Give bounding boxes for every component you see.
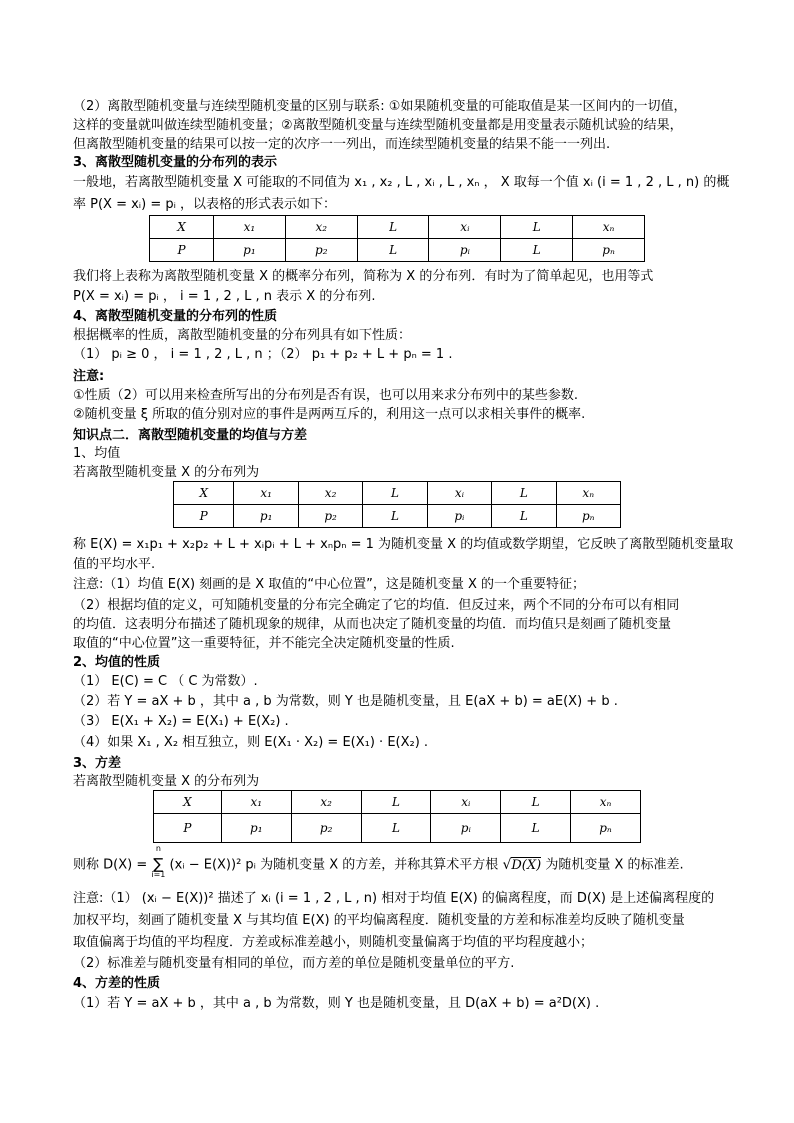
text-span: (xᵢ − E(X))² pᵢ 为随机变量 X 的方差，并称其算术平方根 <box>165 857 503 873</box>
text-line: P(X = xᵢ) = pᵢ ， i = 1 , 2 , L , n 表示 X 的分布列. <box>73 289 376 304</box>
text-line: 值的平均水平. <box>73 557 156 572</box>
table-cell: x₁ <box>221 791 291 814</box>
table-row <box>154 814 641 843</box>
text-line: （1） pᵢ ≥ 0 ， i = 1 , 2 , L , n ；（2） p₁ + p₂ + L + pₙ = 1 . <box>73 347 453 362</box>
table-cell: x₁ <box>234 482 298 505</box>
text-line: 若离散型随机变量 X 的分布列为 <box>73 465 260 480</box>
table-cell: pₙ <box>556 505 621 528</box>
table-cell: p₁ <box>213 239 285 262</box>
radicand: D(X) <box>511 857 542 873</box>
table-cell: L <box>357 239 429 262</box>
text-line: 称 E(X) = x₁p₁ + x₂p₂ + L + xᵢpᵢ + L + xₙpₙ = 1 为随机变量 X 的均值或数学期望，它反映了离散型随机变量取 <box>73 537 734 552</box>
table-cell: L <box>492 505 556 528</box>
text-span: 则称 D(X) = <box>73 857 152 873</box>
table-cell: p₂ <box>298 505 362 528</box>
text-line: 但离散型随机变量的结果可以按一定的次序一一列出，而连续型随机变量的结果不能一一列出. <box>73 137 611 152</box>
table-cell: xᵢ <box>429 216 501 239</box>
radical-sign: √ <box>502 856 512 873</box>
text-line: （2）根据均值的定义，可知随机变量的分布完全确定了它的均值．但反过来，两个不同的分布可以有相同 <box>73 598 680 613</box>
text-line: 取值的“中心位置”这一重要特征，并不能完全决定随机变量的性质. <box>73 636 455 651</box>
table-cell: P <box>174 505 234 528</box>
sum-upper-limit: n <box>155 844 161 853</box>
table-row <box>174 482 621 505</box>
distribution-table <box>153 790 641 843</box>
table-cell: p₂ <box>285 239 357 262</box>
text-line: （2）离散型随机变量与连续型随机变量的区别与联系: ①如果随机变量的可能取值是某一区间内的一切值， <box>73 99 687 114</box>
section-heading: 3、离散型随机变量的分布列的表示 <box>73 155 278 170</box>
table-cell: pₙ <box>571 814 641 843</box>
distribution-table <box>149 215 645 262</box>
text-line: 加权平均，刻画了随机变量 X 与其均值 E(X) 的平均偏离程度．随机变量的方差和标准差均反映了随机变量 <box>73 913 685 928</box>
text-line: （4）如果 X₁ , X₂ 相互独立，则 E(X₁ · X₂) = E(X₁) · E(X₂) . <box>73 735 429 750</box>
text-line: 的均值．这表明分布描述了随机现象的规律，从而也决定了随机变量的均值．而均值只是刻画了随机变量 <box>73 617 672 632</box>
table-cell: pᵢ <box>431 814 501 843</box>
text-line: 根据概率的性质，离散型随机变量的分布列具有如下性质： <box>73 328 412 343</box>
summation-symbol <box>151 844 166 879</box>
table-row <box>154 791 641 814</box>
table-row <box>150 239 645 262</box>
variance-formula-line <box>73 844 733 879</box>
table-cell: L <box>363 482 427 505</box>
text-span: 为随机变量 X 的标准差. <box>541 857 684 873</box>
section-heading: 4、离散型随机变量的分布列的性质 <box>73 309 278 324</box>
text-line: 1、均值 <box>73 446 121 461</box>
note-label: 注意: <box>73 369 105 384</box>
table-cell: xₙ <box>573 216 645 239</box>
text-line: ①性质（2）可以用来检查所写出的分布列是否有误，也可以用来求分布列中的某些参数. <box>73 388 579 403</box>
text-line: （1） E(C) = C （ C 为常数）. <box>73 674 258 689</box>
square-root <box>502 857 541 874</box>
table-cell: xₙ <box>556 482 621 505</box>
table-cell: L <box>492 482 556 505</box>
section-heading: 3、方差 <box>73 756 122 771</box>
table-cell: L <box>363 505 427 528</box>
table-cell: L <box>501 216 573 239</box>
table-cell: L <box>357 216 429 239</box>
table-cell: xᵢ <box>431 791 501 814</box>
table-cell: X <box>154 791 222 814</box>
text-line: 率 P(X = xᵢ) = pᵢ ，以表格的形式表示如下： <box>73 197 337 212</box>
table-cell: L <box>501 814 571 843</box>
text-line: 一般地，若离散型随机变量 X 可能取的不同值为 x₁ , x₂ , L , xᵢ , L , xₙ ， X 取每一个值 xᵢ (i = 1 , 2 , L , n) 的概 <box>73 175 730 190</box>
text-line: （2）标准差与随机变量有相同的单位，而方差的单位是随机变量单位的平方. <box>73 956 515 971</box>
text-line: 这样的变量就叫做连续型随机变量；②离散型随机变量与连续型随机变量都是用变量表示随机试验的结果， <box>73 118 683 133</box>
table-cell: X <box>150 216 214 239</box>
sum-sign: ∑ <box>153 855 164 873</box>
text-line: 注意:（1） (xᵢ − E(X))² 描述了 xᵢ (i = 1 , 2 , L , n) 相对于均值 E(X) 的偏离程度，而 D(X) 是上述偏离程度的 <box>73 891 715 906</box>
table-cell: p₂ <box>291 814 361 843</box>
table-cell: L <box>501 791 571 814</box>
table-cell: L <box>501 239 573 262</box>
sum-lower-limit: i=1 <box>151 870 166 879</box>
table-cell: P <box>150 239 214 262</box>
text-line: 注意:（1）均值 E(X) 刻画的是 X 取值的“中心位置”，这是随机变量 X 的一个重要特征； <box>73 577 585 592</box>
table-cell: p₁ <box>221 814 291 843</box>
text-line: （2）若 Y = aX + b ，其中 a , b 为常数，则 Y 也是随机变量，且 E(aX + b) = aE(X) + b . <box>73 694 618 709</box>
table-cell: pᵢ <box>427 505 491 528</box>
table-row <box>150 216 645 239</box>
table-cell: L <box>361 791 431 814</box>
table-cell: xᵢ <box>427 482 491 505</box>
table-cell: p₁ <box>234 505 298 528</box>
section-heading: 知识点二．离散型随机变量的均值与方差 <box>73 428 308 443</box>
table-cell: x₂ <box>298 482 362 505</box>
text-line: 取值偏离于均值的平均程度．方差或标准差越小，则随机变量偏离于均值的平均程度越小； <box>73 935 594 950</box>
table-cell: x₁ <box>213 216 285 239</box>
text-line: 我们将上表称为离散型随机变量 X 的概率分布列，简称为 X 的分布列．有时为了简单起见，也用等式 <box>73 269 654 284</box>
table-cell: xₙ <box>571 791 641 814</box>
table-row <box>174 505 621 528</box>
text-line: （3） E(X₁ + X₂) = E(X₁) + E(X₂) . <box>73 714 289 729</box>
text-line: 若离散型随机变量 X 的分布列为 <box>73 774 260 789</box>
table-cell: pₙ <box>573 239 645 262</box>
table-cell: x₂ <box>291 791 361 814</box>
section-heading: 4、方差的性质 <box>73 976 161 991</box>
table-cell: L <box>361 814 431 843</box>
text-line: （1）若 Y = aX + b ，其中 a , b 为常数，则 Y 也是随机变量，且 D(aX + b) = a²D(X) . <box>73 996 600 1011</box>
table-cell: pᵢ <box>429 239 501 262</box>
table-cell: P <box>154 814 222 843</box>
distribution-table <box>173 481 621 528</box>
section-heading: 2、均值的性质 <box>73 655 161 670</box>
text-line: ②随机变量 ξ 所取的值分别对应的事件是两两互斥的，利用这一点可以求相关事件的概率. <box>73 407 586 422</box>
table-cell: X <box>174 482 234 505</box>
table-cell: x₂ <box>285 216 357 239</box>
